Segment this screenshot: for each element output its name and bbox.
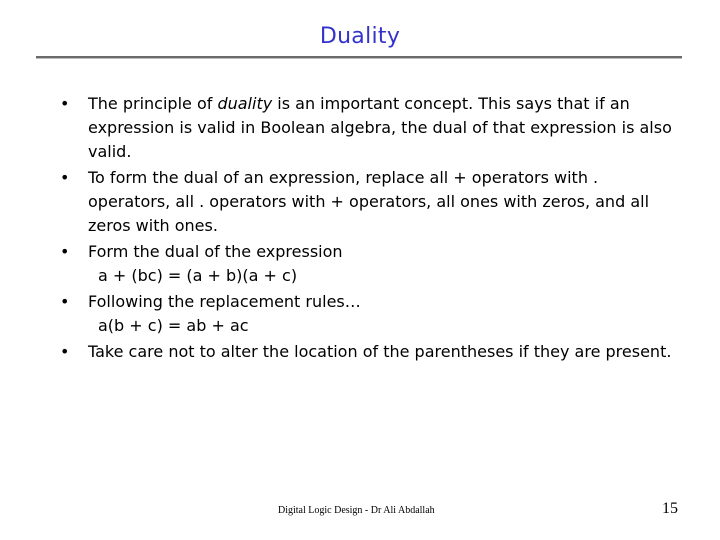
bullet-dot-icon: • [60,168,70,187]
bullet-item [60,240,680,288]
slide-body [60,92,680,364]
bullet-text: Form the dual of the expression [88,242,343,261]
title-divider [36,56,682,58]
bullet-text: To form the dual of an expression, replace all + operators with . operators, all . operators with + operators, all ones with zeros, and all zeros with ones. [88,168,650,235]
bullet-text: Following the replacement rules… [88,292,361,311]
bullet-dot-icon: • [60,342,70,361]
bullet-item [60,166,680,238]
slide-footer: Digital Logic Design - Dr Ali Abdallah [278,505,435,516]
expression: a + (bc) = (a + b)(a + c) [98,266,298,285]
bullet-text: Take care not to alter the location of the parentheses if they are present. [88,342,672,361]
slide-title: Duality [319,24,401,49]
bullet-dot-icon: • [60,292,70,311]
bullet-item [60,92,680,164]
bullet-item [60,290,680,338]
bullet-text: The principle of [88,94,218,113]
bullet-text: is an important concept. This says that if an expression is valid in Boolean algebra, the dual of that expression is also valid. [88,94,672,161]
bullet-dot-icon: • [60,94,70,113]
expression: a(b + c) = ab + ac [98,316,249,335]
page-number: 15 [662,500,678,517]
bullet-item [60,340,680,364]
bullet-dot-icon: • [60,242,70,261]
bullet-emphasis: duality [217,94,273,113]
